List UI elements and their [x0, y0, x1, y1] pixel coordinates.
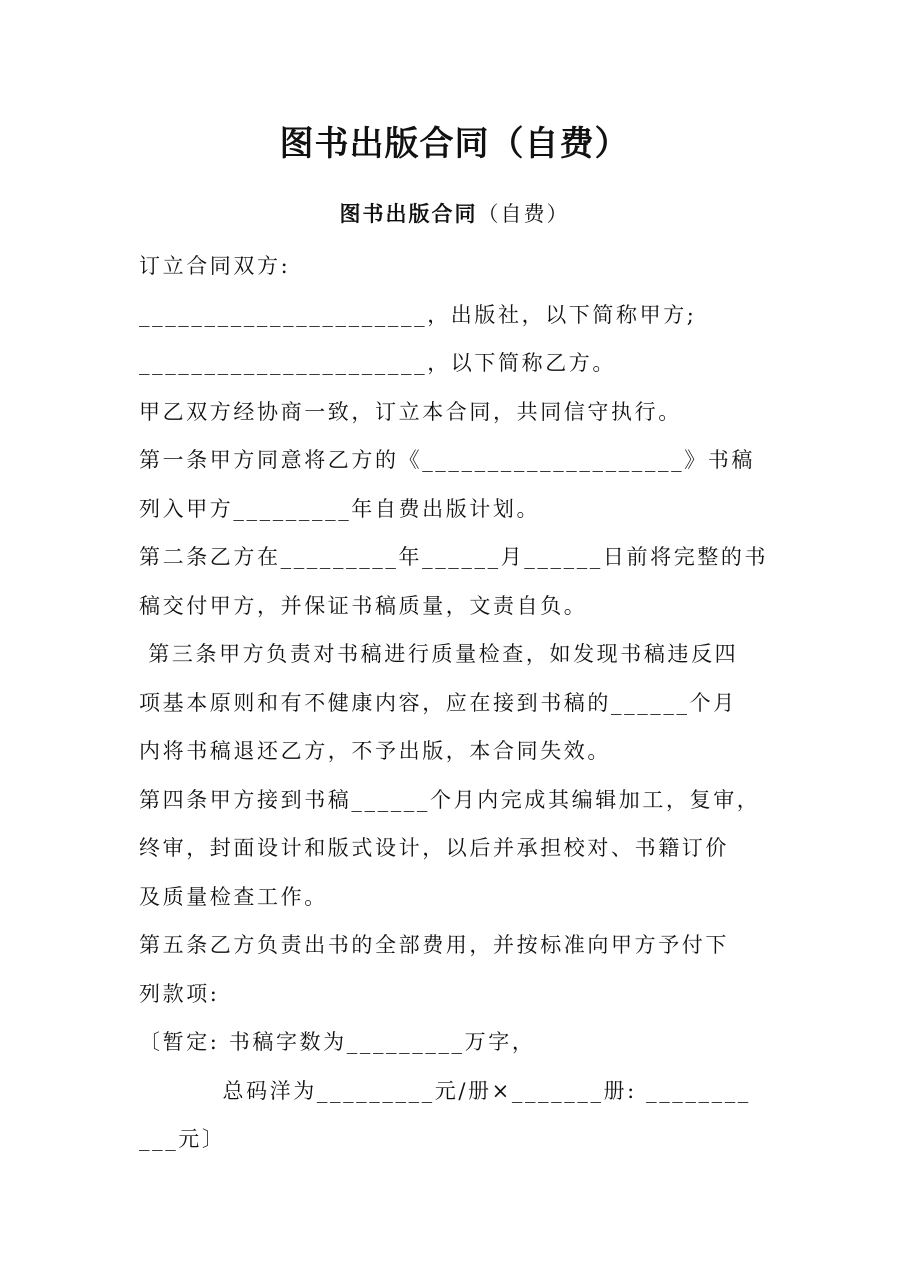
document-subtitle	[0, 198, 909, 228]
contract-line: 列入甲方_________年自费出版计划。	[139, 497, 541, 521]
contract-line: 甲乙双方经协商一致，订立本合同，共同信守执行。	[139, 400, 682, 424]
contract-line: 第二条乙方在_________年______月______日前将完整的书	[139, 545, 769, 569]
document-title: 图书出版合同（自费）	[279, 124, 630, 164]
subtitle-bold: 图书出版合同	[339, 201, 478, 226]
contract-line: 第一条甲方同意将乙方的《____________________》书稿	[139, 448, 755, 472]
contract-line: 订立合同双方:	[139, 254, 291, 278]
contract-line: 〔暂定: 书稿字数为_________万字，	[139, 1030, 536, 1054]
contract-line: ___元〕	[139, 1127, 226, 1151]
contract-line: 及质量检查工作。	[139, 885, 328, 909]
contract-line: 第五条乙方负责出书的全部费用，并按标准向甲方予付下	[139, 933, 729, 957]
contract-line: 第三条甲方负责对书稿进行质量检查，如发现书稿违反四	[139, 642, 739, 666]
subtitle-rest: （自费）	[477, 202, 570, 226]
contract-line: 列款项:	[139, 982, 220, 1006]
contract-line: 第四条甲方接到书稿______个月内完成其编辑加工，复审，	[139, 788, 761, 812]
contract-line: 稿交付甲方，并保证书稿质量，文责自负。	[139, 594, 588, 618]
contract-line: ______________________，出版社，以下简称甲方;	[139, 303, 697, 327]
contract-line: ______________________，以下简称乙方。	[139, 351, 616, 375]
contract-line: 总码洋为_________元/册×_______册: ________	[139, 1079, 751, 1103]
contract-line: 项基本原则和有不健康内容，应在接到书稿的______个月	[139, 691, 737, 715]
contract-line: 内将书稿退还乙方，不予出版，本合同失效。	[139, 739, 611, 763]
contract-line: 终审，封面设计和版式设计，以后并承担校对、书籍订价	[139, 836, 729, 860]
